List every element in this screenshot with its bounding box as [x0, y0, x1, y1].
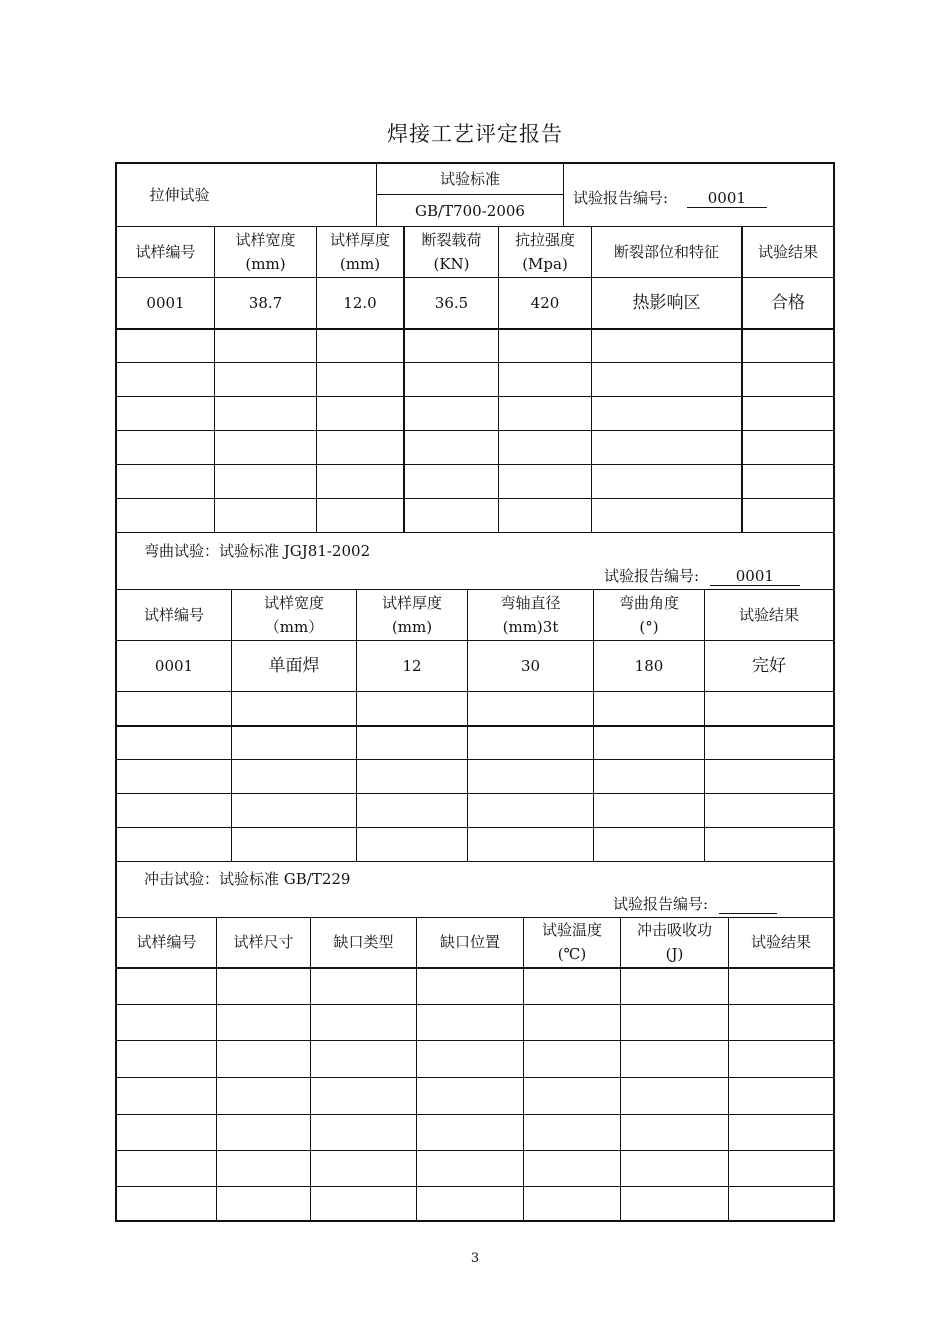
bend-cell: 30 [520, 656, 541, 675]
impact-header: 冲击吸收功 (J) [636, 921, 712, 963]
divider [117, 532, 833, 533]
impact-header: 试样编号 [136, 933, 197, 951]
impact-header: 缺口类型 [333, 933, 394, 951]
tensile-header: 试样宽度 (mm) [235, 230, 296, 273]
divider [117, 1004, 833, 1005]
bend-cell: 单面焊 [268, 655, 320, 676]
tensile-cell: 38.7 [248, 293, 283, 312]
divider [117, 861, 833, 862]
bend-header: 弯轴直径 (mm)3t [500, 593, 561, 636]
bend-header: 试验结果 [738, 605, 799, 624]
tensile-standard-label: 试验标准 [439, 170, 500, 188]
divider [117, 793, 833, 794]
divider [117, 759, 833, 760]
impact-report-value [719, 895, 777, 914]
divider [117, 396, 833, 397]
impact-header: 试验结果 [750, 933, 811, 951]
tensile-cell: 12.0 [343, 293, 377, 312]
tensile-cell: 420 [530, 293, 560, 312]
divider [117, 1040, 833, 1041]
divider [117, 1077, 833, 1078]
tensile-label: 拉伸试验 [149, 186, 210, 204]
page-title: 焊接工艺评定报告 [387, 122, 563, 146]
bend-header: 试样宽度 （mm） [263, 593, 324, 636]
tensile-report-label: 试验报告编号: [573, 189, 669, 207]
tensile-header: 抗拉强度 (Mpa) [514, 230, 575, 273]
divider [117, 430, 833, 431]
divider [117, 498, 833, 499]
bend-cell: 180 [634, 656, 664, 675]
divider [117, 362, 833, 363]
bend-cell: 完好 [752, 655, 786, 676]
divider [117, 1114, 833, 1115]
divider [117, 464, 833, 465]
tensile-report-number [573, 187, 767, 208]
bend-cell: 12 [402, 656, 422, 675]
divider [117, 827, 833, 828]
divider [117, 1186, 833, 1187]
divider [563, 164, 564, 226]
tensile-cell: 合格 [771, 292, 805, 313]
tensile-report-value: 0001 [687, 189, 767, 208]
divider [117, 725, 833, 727]
bend-report-value: 0001 [710, 567, 800, 586]
tensile-cell: 热影响区 [632, 292, 701, 313]
divider [117, 328, 833, 330]
impact-label: 冲击试验：试验标准 GB/T229 [144, 870, 351, 888]
divider [117, 691, 833, 692]
impact-header: 缺口位置 [439, 933, 500, 951]
bend-report-label: 试验报告编号: [604, 567, 700, 585]
impact-header: 试验温度 (℃) [541, 921, 602, 963]
page-number: 3 [470, 1251, 480, 1266]
bend-cell: 0001 [154, 656, 194, 675]
divider [117, 1150, 833, 1151]
bend-label: 弯曲试验：试验标准 JGJ81-2002 [144, 542, 371, 560]
tensile-header: 试验结果 [757, 242, 818, 261]
tensile-cell: 36.5 [434, 293, 469, 312]
bend-header: 弯曲角度 (°) [618, 593, 679, 636]
impact-header: 试样尺寸 [233, 933, 294, 951]
report-table [115, 162, 835, 1222]
impact-report-number [613, 893, 777, 914]
tensile-header: 断裂载荷 (KN) [421, 230, 482, 273]
tensile-header: 断裂部位和特征 [613, 242, 719, 261]
bend-report-number [604, 565, 800, 586]
bend-header: 试样编号 [143, 605, 204, 624]
divider [117, 967, 833, 969]
bend-header: 试样厚度 (mm) [381, 593, 442, 636]
tensile-header: 试样厚度 (mm) [329, 230, 390, 273]
tensile-header: 试样编号 [135, 242, 196, 261]
tensile-cell: 0001 [146, 293, 185, 312]
tensile-standard-value: GB/T700-2006 [415, 201, 525, 220]
impact-report-label: 试验报告编号: [613, 895, 709, 913]
